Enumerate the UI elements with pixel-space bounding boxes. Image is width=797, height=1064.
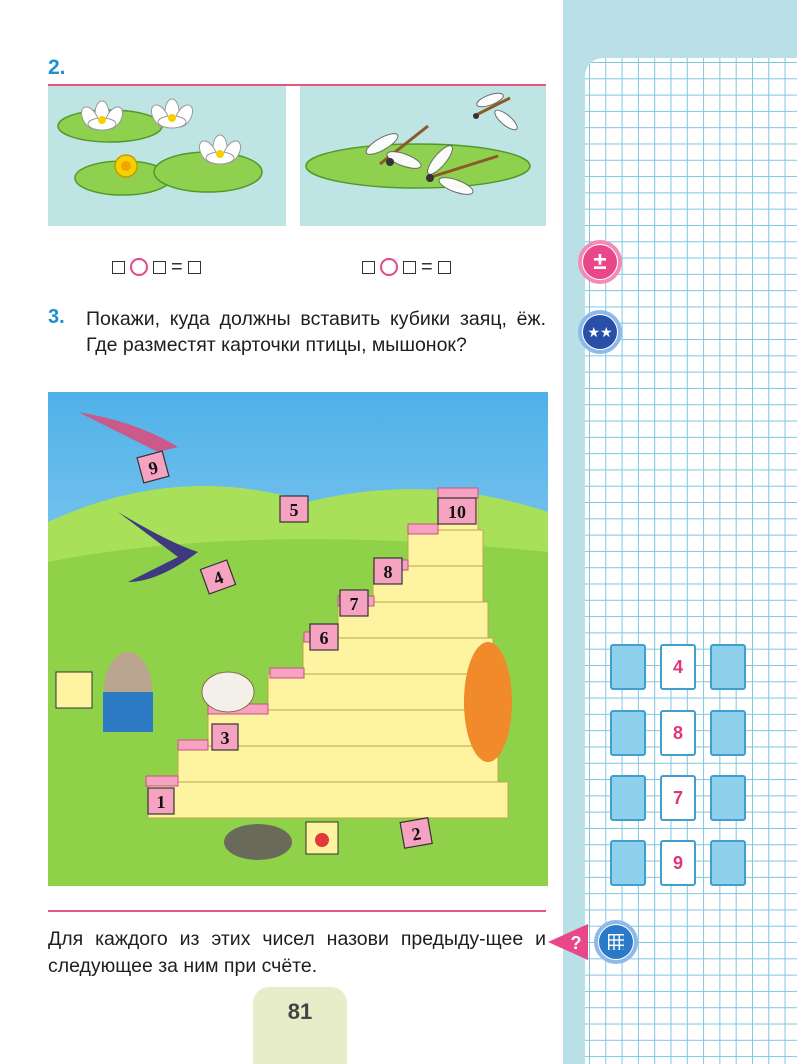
blank-card[interactable] — [610, 840, 646, 886]
equals-sign: = — [421, 256, 433, 278]
result-box[interactable] — [438, 261, 451, 274]
water-lilies-illustration — [48, 86, 286, 226]
butterflies-card-number: 5 — [289, 500, 299, 520]
bottom-rule — [48, 910, 546, 912]
grid-badge — [594, 920, 638, 964]
stair-number: 3 — [220, 728, 230, 748]
task-3-text: Покажи, куда должны вставить кубики заяц, ёж. Где разместят карточки птицы, мышонок? — [86, 308, 546, 356]
grid-icon — [599, 925, 633, 959]
answer-box[interactable] — [403, 261, 416, 274]
dragonflies-illustration — [300, 86, 546, 226]
task-2-number: 2. — [48, 56, 66, 79]
water-lilies-picture — [48, 86, 286, 226]
number-card[interactable]: 4 — [660, 644, 696, 690]
mouse-card-number: 2 — [410, 823, 423, 845]
equation-left — [112, 257, 201, 277]
page-number: 81 — [253, 987, 347, 1064]
stair-number: 8 — [383, 562, 393, 582]
bottom-task-text: Для каждого из этих чисел назови предыду-щее и следующее за ним при счёте. — [48, 928, 546, 977]
operation-circle[interactable] — [380, 258, 398, 276]
blank-card[interactable] — [610, 644, 646, 690]
stair-number: 7 — [349, 594, 359, 614]
operation-circle[interactable] — [130, 258, 148, 276]
staircase-illustration — [48, 392, 548, 886]
dragonflies-picture — [300, 86, 546, 226]
bird-card-number: 9 — [146, 457, 161, 479]
number-card[interactable]: 7 — [660, 775, 696, 821]
blank-card[interactable] — [710, 775, 746, 821]
plus-minus-icon: ± — [583, 245, 617, 279]
answer-box[interactable] — [112, 261, 125, 274]
question-icon — [548, 922, 592, 962]
equation-right — [362, 257, 451, 277]
squared-paper-grid — [585, 58, 797, 1064]
stars-badge — [578, 310, 622, 354]
task-3-number: 3. — [48, 306, 65, 328]
plus-minus-badge — [578, 240, 622, 284]
blank-card[interactable] — [710, 710, 746, 756]
svg-text:?: ? — [570, 933, 582, 953]
blank-card[interactable] — [710, 644, 746, 690]
stars-icon: ★★ — [583, 315, 617, 349]
blank-card[interactable] — [710, 840, 746, 886]
stair-number: 10 — [448, 502, 466, 522]
stair-number: 6 — [319, 628, 329, 648]
number-card[interactable]: 9 — [660, 840, 696, 886]
stair-number: 1 — [156, 792, 166, 812]
equals-sign: = — [171, 256, 183, 278]
staircase-scene — [48, 392, 548, 886]
result-box[interactable] — [188, 261, 201, 274]
blank-card[interactable] — [610, 710, 646, 756]
blank-card[interactable] — [610, 775, 646, 821]
answer-box[interactable] — [153, 261, 166, 274]
swallow-card-number: 4 — [210, 567, 226, 589]
number-card[interactable]: 8 — [660, 710, 696, 756]
answer-box[interactable] — [362, 261, 375, 274]
